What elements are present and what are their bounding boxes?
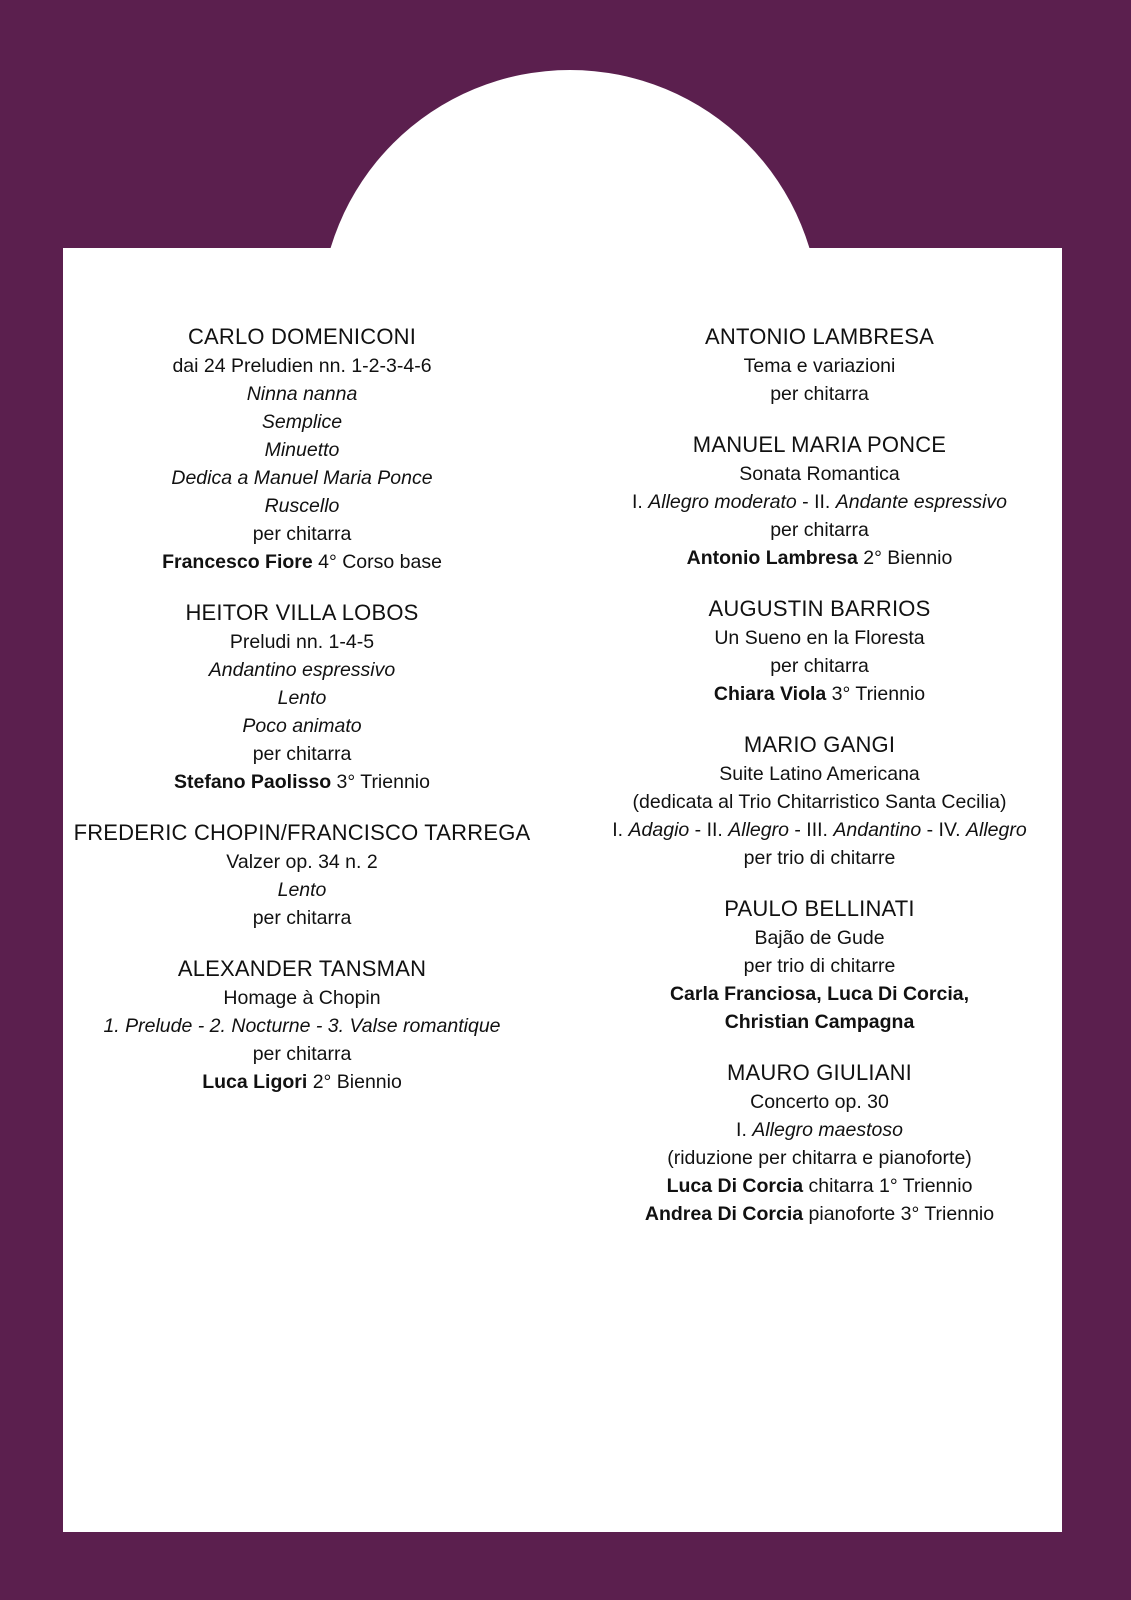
performer-name: Andrea Di Corcia	[644, 1203, 804, 1225]
performer-name: Stefano Paolisso	[174, 771, 332, 793]
piece-chopin	[72, 818, 532, 932]
dedication: (dedicata al Trio Chitarristico Santa Cecilia)	[632, 791, 1007, 813]
movement-number: - II.	[689, 819, 729, 841]
performer-class: 2° Biennio	[857, 547, 953, 569]
instrumentation: per chitarra	[770, 519, 869, 541]
piece-gangi	[582, 730, 1057, 872]
piece-bellinati	[582, 894, 1057, 1036]
movement-list: 1. Prelude - 2. Nocturne - 3. Valse romantique	[103, 1015, 501, 1037]
performer-line	[72, 1068, 532, 1096]
performer-line	[582, 544, 1057, 572]
movement: Allegro	[966, 819, 1027, 841]
movement-list	[582, 488, 1057, 516]
performer-name: Luca Ligori	[202, 1071, 308, 1093]
work-title: Tema e variazioni	[743, 355, 896, 377]
work-title: Bajão de Gude	[754, 927, 885, 949]
performer-line	[72, 768, 532, 796]
piece-ponce	[582, 430, 1057, 572]
composer-name: ANTONIO LAMBRESA	[705, 324, 934, 349]
performer-line	[582, 1200, 1057, 1228]
performer-names: Christian Campagna	[724, 1011, 915, 1033]
composer-name: MANUEL MARIA PONCE	[692, 432, 947, 457]
instrumentation: per chitarra	[770, 655, 869, 677]
performer-class: chitarra 1° Triennio	[803, 1175, 973, 1197]
movement: Andantino espressivo	[208, 659, 396, 681]
performer-class: pianoforte 3° Triennio	[803, 1203, 995, 1225]
piece-tansman	[72, 954, 532, 1096]
movement: Dedica a Manuel Maria Ponce	[171, 467, 433, 489]
work-title: Suite Latino Americana	[719, 763, 920, 785]
performer-name: Antonio Lambresa	[686, 547, 858, 569]
movement: Andante espressivo	[835, 491, 1008, 513]
movement-number: I.	[631, 491, 649, 513]
movement: Andantino	[833, 819, 922, 841]
composer-name: AUGUSTIN BARRIOS	[708, 596, 931, 621]
movement-list	[582, 1116, 1057, 1144]
movement: Allegro	[728, 819, 789, 841]
movement-number: - III.	[788, 819, 834, 841]
movement: Allegro moderato	[648, 491, 797, 513]
work-title: Homage à Chopin	[223, 987, 381, 1009]
performer-class: 2° Biennio	[307, 1071, 402, 1093]
instrumentation: per chitarra	[770, 383, 869, 405]
performer-name: Luca Di Corcia	[666, 1175, 804, 1197]
piece-barrios	[582, 594, 1057, 708]
performer-line	[72, 548, 532, 576]
piece-lambresa	[582, 322, 1057, 408]
composer-name: PAULO BELLINATI	[724, 896, 915, 921]
instrumentation: per trio di chitarre	[743, 847, 896, 869]
work-title: Sonata Romantica	[739, 463, 900, 485]
movement-number: - IV.	[921, 819, 967, 841]
composer-name: ALEXANDER TANSMAN	[177, 956, 427, 981]
instrumentation: per chitarra	[252, 1043, 352, 1065]
performer-name: Francesco Fiore	[162, 551, 313, 573]
movement: Ruscello	[264, 495, 340, 517]
left-column	[72, 322, 532, 1118]
piece-domeniconi	[72, 322, 532, 576]
movement-number: - II.	[796, 491, 836, 513]
right-column	[582, 322, 1057, 1250]
instrumentation: per chitarra	[252, 907, 352, 929]
performer-class: 3° Triennio	[826, 683, 926, 705]
work-title: dai 24 Preludien nn. 1-2-3-4-6	[172, 355, 432, 377]
instrumentation: per trio di chitarre	[743, 955, 896, 977]
performer-line	[582, 1172, 1057, 1200]
movement: Lento	[277, 687, 327, 709]
composer-name: MARIO GANGI	[743, 732, 896, 757]
work-title: Un Sueno en la Floresta	[714, 627, 925, 649]
movement-list	[582, 816, 1057, 844]
movement: Semplice	[261, 411, 343, 433]
composer-name: HEITOR VILLA LOBOS	[185, 600, 419, 625]
composer-name: FREDERIC CHOPIN/FRANCISCO TARREGA	[73, 820, 531, 845]
instrumentation: per chitarra	[252, 523, 352, 545]
movement: Adagio	[628, 819, 690, 841]
movement: Allegro maestoso	[752, 1119, 903, 1141]
work-title: Concerto op. 30	[750, 1091, 889, 1113]
performer-class: 4° Corso base	[312, 551, 442, 573]
movement: Minuetto	[264, 439, 340, 461]
composer-name: CARLO DOMENICONI	[187, 324, 417, 349]
movement-number: I.	[736, 1119, 753, 1141]
work-title: Valzer op. 34 n. 2	[226, 851, 378, 873]
performer-class: 3° Triennio	[331, 771, 430, 793]
movement: Ninna nanna	[246, 383, 358, 405]
arrangement-note: (riduzione per chitarra e pianoforte)	[667, 1147, 972, 1169]
movement-number: I.	[612, 819, 629, 841]
piece-villa-lobos	[72, 598, 532, 796]
piece-giuliani	[582, 1058, 1057, 1228]
performer-line	[582, 680, 1057, 708]
movement: Poco animato	[242, 715, 362, 737]
performer-names: Carla Franciosa, Luca Di Corcia,	[669, 983, 970, 1005]
instrumentation: per chitarra	[252, 743, 352, 765]
work-title: Preludi nn. 1-4-5	[229, 631, 375, 653]
movement: Lento	[277, 879, 327, 901]
performer-name: Chiara Viola	[713, 683, 827, 705]
composer-name: MAURO GIULIANI	[727, 1060, 912, 1085]
